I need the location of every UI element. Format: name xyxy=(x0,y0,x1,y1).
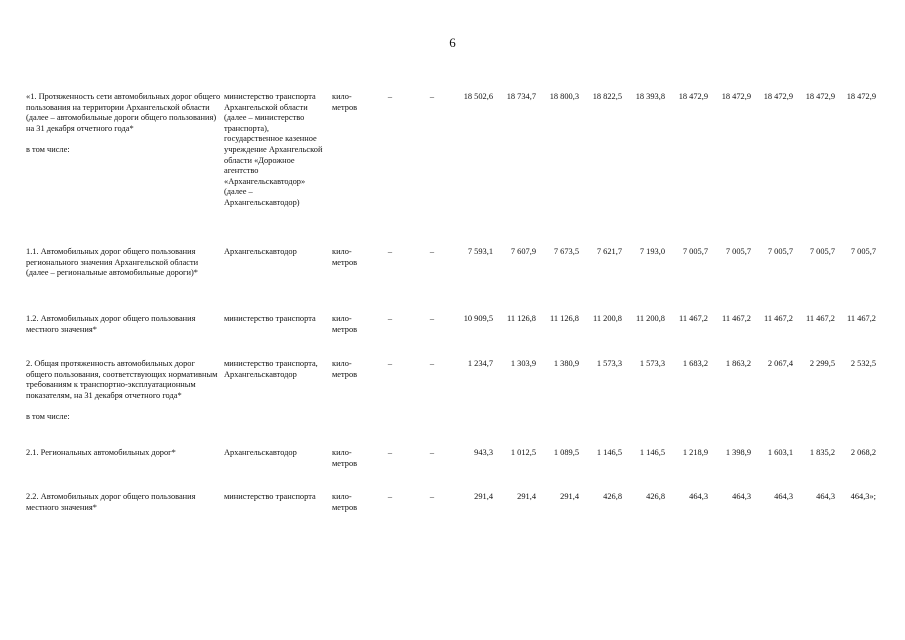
value-cell: 18 472,9 xyxy=(846,92,876,101)
indicator-name xyxy=(26,314,221,335)
value-cell: 291,4 xyxy=(517,492,536,501)
value-cell: 18 472,9 xyxy=(763,92,793,101)
value-cell: 291,4 xyxy=(560,492,579,501)
value-cell: 1 146,5 xyxy=(639,448,665,457)
value-cell: 1 573,3 xyxy=(596,359,622,368)
value-dash: – xyxy=(387,247,393,256)
value-cell: 18 734,7 xyxy=(506,92,536,101)
value-cell: 11 467,2 xyxy=(678,314,708,323)
value-cell: 1 012,5 xyxy=(510,448,536,457)
value-cell: 7 673,5 xyxy=(553,247,579,256)
value-cell: 7 607,9 xyxy=(510,247,536,256)
value-cell: 2 299,5 xyxy=(809,359,835,368)
subnote: в том числе: xyxy=(26,411,70,421)
value-cell: 7 005,7 xyxy=(850,247,876,256)
value-dash: – xyxy=(429,314,435,323)
subnote: в том числе: xyxy=(26,144,70,154)
indicator-name-text: 2. Общая протяженность автомобильных дорог общего пользования, соответствующих нормативным требованиям к транспортно-эксплуатационным показателям, на 31 декабря отчетного года* xyxy=(26,359,218,400)
unit: кило-метров xyxy=(332,314,358,334)
indicator-name-text: 2.1. Региональных автомобильных дорог* xyxy=(26,448,176,457)
unit: кило-метров xyxy=(332,492,358,512)
value-cell: 1 303,9 xyxy=(510,359,536,368)
value-cell: 11 126,8 xyxy=(549,314,579,323)
value-cell: 464,3 xyxy=(689,492,708,501)
value-dash: – xyxy=(429,359,435,368)
value-cell: 18 822,5 xyxy=(592,92,622,101)
value-cell: 7 621,7 xyxy=(596,247,622,256)
value-cell: 1 573,3 xyxy=(639,359,665,368)
value-cell: 18 472,9 xyxy=(721,92,751,101)
value-cell: 464,3»; xyxy=(850,492,876,501)
value-cell: 7 193,0 xyxy=(639,247,665,256)
value-cell: 1 234,7 xyxy=(467,359,493,368)
value-cell: 1 683,2 xyxy=(682,359,708,368)
value-dash: – xyxy=(387,492,393,501)
indicator-name-text: 1.2. Автомобильных дорог общего пользования местного значения* xyxy=(26,314,196,334)
value-dash: – xyxy=(429,92,435,101)
value-cell: 943,3 xyxy=(474,448,493,457)
value-cell: 2 068,2 xyxy=(850,448,876,457)
value-cell: 2 067,4 xyxy=(767,359,793,368)
value-cell: 1 835,2 xyxy=(809,448,835,457)
value-cell: 11 467,2 xyxy=(763,314,793,323)
indicator-name xyxy=(26,247,221,279)
unit: кило-метров xyxy=(332,359,358,379)
indicator-name xyxy=(26,448,221,459)
page-number: 6 xyxy=(449,35,456,50)
value-dash: – xyxy=(429,448,435,457)
indicator-name xyxy=(26,359,221,423)
value-cell: 7 593,1 xyxy=(467,247,493,256)
value-cell: 7 005,7 xyxy=(809,247,835,256)
value-dash: – xyxy=(429,492,435,501)
responsible: министерство транспорта Архангельской области (далее – министерство транспорта), государственное казенное учреждение Архангельской области «Дорожное агентство «Архангельскавтодор» (далее – Архангельскавтодор) xyxy=(224,92,323,207)
value-cell: 18 502,6 xyxy=(463,92,493,101)
value-cell: 1 146,5 xyxy=(596,448,622,457)
indicator-name-text: 1.1. Автомобильных дорог общего пользования регионального значения Архангельской области (далее – региональные автомобильные дороги)* xyxy=(26,247,199,278)
indicator-name-text: «1. Протяженность сети автомобильных дорог общего пользования на территории Архангельской области (далее – автомобильные дороги общего пользования) на 31 декабря отчетного года* xyxy=(26,92,221,133)
responsible: Архангельскавтодор xyxy=(224,448,297,457)
value-cell: 7 005,7 xyxy=(682,247,708,256)
value-cell: 464,3 xyxy=(816,492,835,501)
value-dash: – xyxy=(387,359,393,368)
value-cell: 11 200,8 xyxy=(592,314,622,323)
responsible: Архангельскавтодор xyxy=(224,247,297,256)
value-cell: 1 089,5 xyxy=(553,448,579,457)
indicator-name-text: 2.2. Автомобильных дорог общего пользования местного значения* xyxy=(26,492,196,512)
unit: кило-метров xyxy=(332,92,358,112)
value-cell: 11 126,8 xyxy=(506,314,536,323)
value-cell: 426,8 xyxy=(603,492,622,501)
unit: кило-метров xyxy=(332,448,358,468)
value-cell: 11 467,2 xyxy=(805,314,835,323)
value-cell: 291,4 xyxy=(474,492,493,501)
value-cell: 1 380,9 xyxy=(553,359,579,368)
unit: кило-метров xyxy=(332,247,358,267)
value-dash: – xyxy=(387,92,393,101)
value-cell: 10 909,5 xyxy=(463,314,493,323)
value-cell: 18 472,9 xyxy=(805,92,835,101)
indicator-name xyxy=(26,92,221,156)
value-cell: 464,3 xyxy=(732,492,751,501)
value-cell: 464,3 xyxy=(774,492,793,501)
indicator-name xyxy=(26,492,221,513)
value-cell: 1 218,9 xyxy=(682,448,708,457)
value-cell: 11 467,2 xyxy=(846,314,876,323)
value-cell: 1 863,2 xyxy=(725,359,751,368)
value-cell: 11 467,2 xyxy=(721,314,751,323)
value-dash: – xyxy=(387,448,393,457)
value-cell: 18 472,9 xyxy=(678,92,708,101)
value-cell: 2 532,5 xyxy=(850,359,876,368)
value-cell: 7 005,7 xyxy=(767,247,793,256)
value-cell: 1 398,9 xyxy=(725,448,751,457)
value-cell: 18 393,8 xyxy=(635,92,665,101)
value-cell: 426,8 xyxy=(646,492,665,501)
responsible: министерство транспорта xyxy=(224,492,316,501)
responsible: министерство транспорта xyxy=(224,314,316,323)
value-cell: 18 800,3 xyxy=(549,92,579,101)
value-dash: – xyxy=(429,247,435,256)
value-cell: 11 200,8 xyxy=(635,314,665,323)
responsible: министерство транспорта, Архангельскавтодор xyxy=(224,359,318,379)
value-dash: – xyxy=(387,314,393,323)
value-cell: 1 603,1 xyxy=(767,448,793,457)
value-cell: 7 005,7 xyxy=(725,247,751,256)
